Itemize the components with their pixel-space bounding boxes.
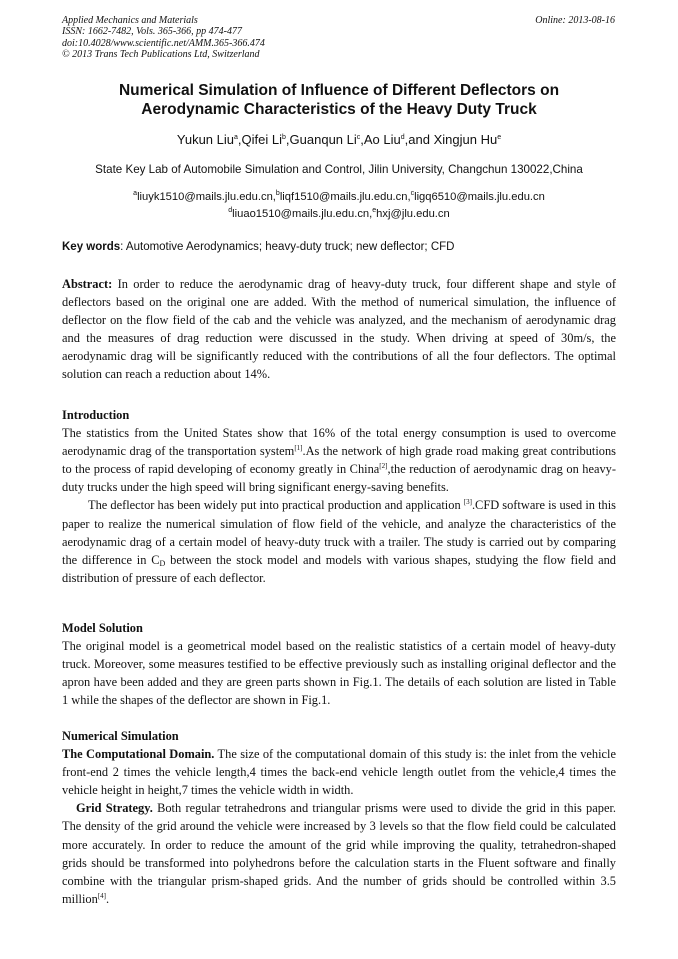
paragraph — [62, 799, 616, 908]
author-sup: d — [400, 134, 405, 141]
doi-line: doi:10.4028/www.scientific.net/AMM.365-366.474 — [62, 37, 265, 49]
author-sup: c — [356, 134, 361, 141]
text-run: . — [105, 891, 110, 906]
author-sep: , — [360, 132, 364, 147]
author-sup: e — [497, 134, 502, 141]
section-heading: Model Solution — [62, 621, 143, 635]
author-name: Xingjun Hu — [433, 132, 498, 147]
author-list — [62, 132, 616, 147]
author-name: Qifei Li — [241, 132, 282, 147]
abstract-label: Abstract: — [62, 277, 113, 291]
copyright-line: © 2013 Trans Tech Publications Ltd, Switzerland — [62, 49, 260, 61]
author-name: Guanqun Li — [289, 132, 357, 147]
keywords — [62, 241, 454, 253]
author-sup: a — [234, 134, 238, 141]
text-run: .CFD software is used in this paper to realize the numerical simulation of flow field of the vehicle, and analyze the characteristics of the aerodynamic drag of a certain model of heavy-duty truck with a trailer. The study is carried out by comparing the difference in C — [62, 498, 616, 567]
section-heading: Introduction — [62, 408, 130, 422]
email-sup: d — [228, 207, 233, 214]
author-name: Yukun Liu — [176, 132, 234, 147]
paper-title — [62, 81, 616, 119]
title-line-2: Aerodynamic Characteristics of the Heavy Duty Truck — [141, 101, 537, 118]
section-heading: Numerical Simulation — [62, 729, 179, 743]
citation-ref[interactable]: [2] — [379, 462, 388, 471]
paragraph — [62, 745, 616, 799]
author-sep: ,and — [404, 132, 434, 147]
email-address[interactable]: liuao1510@mails.jlu.edu.cn, — [232, 208, 373, 220]
author-sep: , — [237, 132, 242, 147]
text-run: The size of the computational domain of this study is: the inlet from the vehicle front-end 2 times the vehicle length,4 times the back-end vehicle length outlet from the vehicle,4 times the vehicle height in height,7 times the vehicle width in width. — [62, 747, 616, 798]
email-address[interactable]: hxj@jlu.edu.cn — [376, 208, 450, 220]
journal-name: Applied Mechanics and Materials — [62, 15, 198, 26]
abstract — [62, 275, 616, 384]
subscript: D — [159, 558, 166, 568]
numerical-simulation-section — [62, 727, 616, 908]
text-run: ,the reduction of aerodynamic drag on heavy-duty trucks under the high speed will bring significant energy-saving benefits. — [62, 462, 617, 495]
introduction-section — [62, 406, 616, 587]
email-address[interactable]: liuyk1510@mails.jlu.edu.cn, — [137, 191, 276, 203]
citation-ref[interactable]: [1] — [294, 444, 303, 453]
email-sup: c — [410, 190, 415, 197]
text-run: The deflector has been widely put into practical production and application — [88, 498, 464, 513]
paragraph — [62, 424, 616, 496]
email-list — [62, 189, 616, 223]
email-address[interactable]: ligq6510@mails.jlu.edu.cn — [414, 191, 545, 203]
keywords-text: : Automotive Aerodynamics; heavy-duty truck; new deflector; CFD — [120, 241, 455, 253]
paragraph — [62, 496, 616, 586]
email-line-1 — [62, 189, 616, 206]
email-address[interactable]: liqf1510@mails.jlu.edu.cn, — [279, 191, 411, 203]
citation-ref[interactable]: [3] — [463, 498, 472, 507]
run-in-heading: The Computational Domain. — [62, 747, 215, 762]
journal-header — [62, 15, 265, 61]
text-run: between the stock model and models with various shapes, studying the flow field and distribution of pressure of each deflector. — [62, 552, 616, 585]
affiliation: State Key Lab of Automobile Simulation and Control, Jilin University, Changchun 130022,China — [95, 163, 583, 176]
abstract-text: In order to reduce the aerodynamic drag of heavy-duty truck, four different shape and style of deflectors based on the original one are added. With the method of numerical simulation, the influence of deflector on the flow field of the cab and the vehicle was analyzed, and the mechanism of aerodynamic drag and the measures of drag reduction were discussed in the study. When driving at speed of 30m/s, the aerodynamic drag will be significantly reduced with the contributions of all the four deflectors. The optimal solution can reach a reduction about 14%. — [62, 277, 616, 382]
text-run: The statistics from the United States show that 16% of the total energy consumption is used to overcome aerodynamic drag of the transportation system — [62, 426, 616, 459]
keywords-label: Key words — [62, 241, 121, 253]
issn-line: ISSN: 1662-7482, Vols. 365-366, pp 474-477 — [62, 26, 242, 38]
citation-ref[interactable]: [4] — [97, 891, 106, 900]
online-date: Online: 2013-08-16 — [535, 15, 615, 26]
email-sup: e — [372, 207, 377, 214]
run-in-heading: Grid Strategy. — [76, 801, 153, 816]
text-run: Both regular tetrahedrons and triangular prisms were used to divide the grid in this paper. The density of the grid around the vehicle were increased by 3 levels so that the flow field could be calculated more accurately. In order to reduce the amount of the grid while improving the quality, tetrahedron-shaped grids should be transformed into polyhedrons before the calculation starts in the Fluent software and finally combine with the triangular prism-shaped grids. And the number of grids should be controlled within 3.5 million — [62, 801, 616, 906]
author-sup: b — [282, 134, 286, 141]
title-line-1: Numerical Simulation of Influence of Different Deflectors on — [118, 82, 560, 99]
email-line-2 — [62, 206, 616, 223]
author-sep: , — [285, 132, 290, 147]
email-sup: b — [275, 190, 280, 197]
paragraph: The original model is a geometrical model based on the realistic statistics of a certain model of heavy-duty truck. Moreover, some measures testified to be effective previously such as installing original deflector and the apron have been added and they are green parts shown in Fig.1. The details of each solution are listed in Table 1 while the shapes of the deflector are shown in Fig.1. — [62, 639, 616, 708]
email-sup: a — [133, 190, 138, 197]
text-run: .As the network of high grade road making great contributions to the process of rapid developing of economy greatly in China — [62, 444, 616, 477]
model-solution-section — [62, 619, 616, 709]
author-name: Ao Liu — [363, 132, 401, 147]
